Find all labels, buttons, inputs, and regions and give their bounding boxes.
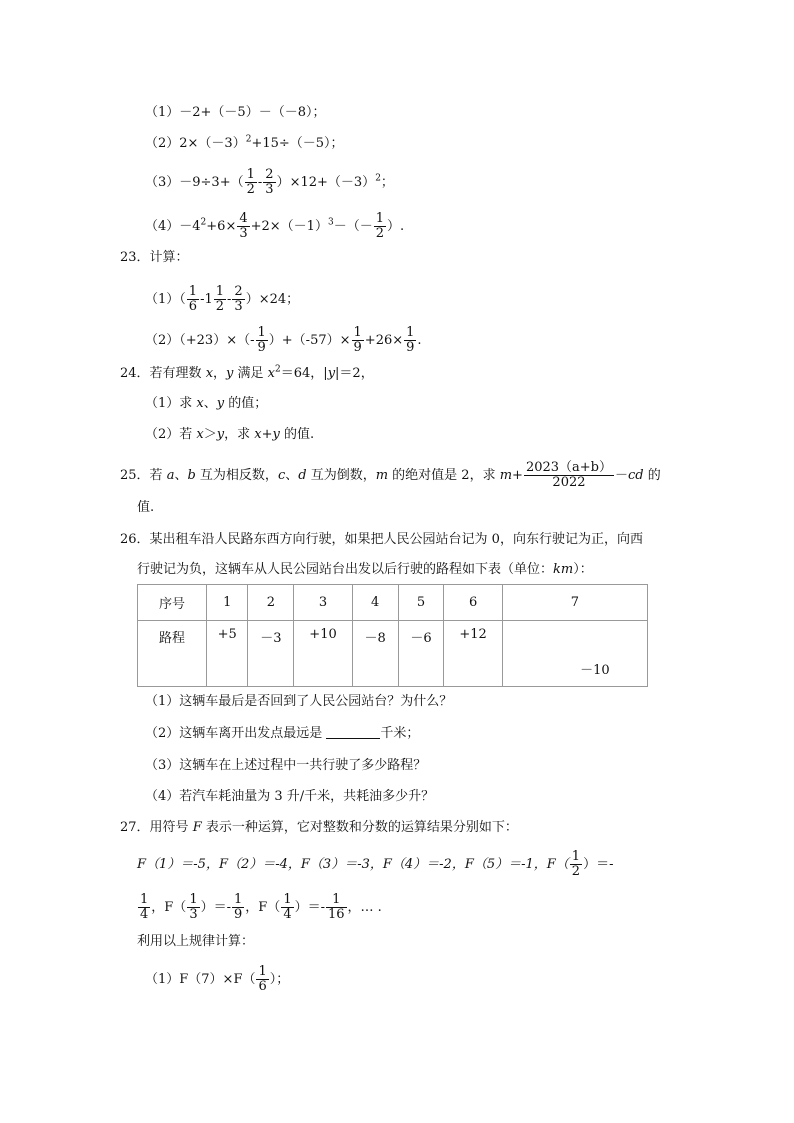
table-header-cell: 7 [502, 585, 647, 621]
q26-part3: （3）这辆车在上述过程中一共行驶了多少路程？ [145, 758, 427, 773]
fraction: $\frac{1}{9}$ [406, 325, 415, 355]
table-row [138, 621, 648, 687]
table-cell: +10 [294, 621, 352, 687]
table-header-cell: 2 [248, 585, 294, 621]
fraction: $\frac{2023(a+b)}{2022}$ [525, 460, 612, 490]
q27-part1: （1）F（7）×F（ $\frac{1}{6}$ ）； [145, 964, 290, 994]
fraction: $\frac{1}{3}$ [189, 892, 198, 922]
fraction: $\frac{1}{9}$ [353, 325, 362, 355]
table-cell: +5 [207, 621, 248, 687]
fraction: $\frac{1}{4}$ [283, 892, 292, 922]
table-cell: －3 [248, 621, 294, 687]
q27-line3: 利用以上规律计算： [137, 934, 255, 949]
q25-line1: 25．若 a、b 互为相反数，c、d 互为倒数，m 的绝对值是 2，求 m+ $\frac{2023(a+b)}{2022}$ －cd 的 [120, 460, 661, 490]
q22-part1: （1）－2+（－5）－（－8）； [145, 105, 326, 120]
q23-title: 23．计算： [120, 250, 189, 265]
fraction: $\frac{1}{9}$ [234, 892, 243, 922]
q22-part2: $(2)2\times(-3)^2+15\div(-5)$； [145, 134, 344, 151]
fraction: $\frac{1}{2}$ [215, 284, 225, 314]
answer-blank[interactable] [326, 724, 380, 739]
table-cell: －10 [502, 621, 647, 687]
table-header-cell: 4 [352, 585, 398, 621]
fraction: $\frac{1}{2}$ [375, 211, 384, 241]
table-row-label: 路程 [138, 621, 207, 687]
table-cell: －8 [352, 621, 398, 687]
table-header-cell: 5 [398, 585, 444, 621]
fraction: $\frac{1}{2}$ [571, 849, 581, 879]
fraction: $\frac{2}{3}$ [265, 167, 274, 197]
distance-table [137, 584, 648, 687]
table-header-cell: 3 [294, 585, 352, 621]
q27-line1: F（1）＝-5，F（2）＝-4，F（3）＝-3，F（4）＝-2，F（5）＝-1，F（ $\frac{1}{2}$ ）＝- [137, 849, 614, 879]
fraction: $\frac{1}{2}$ [246, 167, 255, 197]
fraction: $\frac{2}{3}$ [234, 284, 243, 314]
q27-title: 27．用符号 F 表示一种运算，它对整数和分数的运算结果分别如下： [120, 820, 518, 835]
q26-part2: （2）这辆车离开出发点最远是 千米； [145, 726, 420, 741]
table-header-label: 序号 [138, 585, 207, 621]
table-header-cell: 1 [207, 585, 248, 621]
q26-line2: 行驶记为负，这辆车从人民公园站台出发以后行驶的路程如下表（单位：km）： [137, 562, 593, 577]
fraction: $\frac{4}{3}$ [239, 211, 248, 241]
q22-part3: （3）－9÷3+（ $\frac{1}{2}$ - $\frac{2}{3}$ ）$\times 12+(-3)^2$； [145, 167, 394, 197]
q27-line2: $\frac{1}{4}$ ，F（ $\frac{1}{3}$ ）＝- $\frac{1}{9}$ ，F（ $\frac{1}{4}$ ）＝- $\frac{1}{16}$ ，… . [140, 892, 382, 922]
fraction: $\frac{1}{6}$ [258, 964, 267, 994]
q25-line2: 值. [137, 500, 155, 515]
q26-part1: （1）这辆车最后是否回到了人民公园站台？为什么？ [145, 694, 453, 709]
table-cell: －6 [398, 621, 444, 687]
table-header-cell: 6 [444, 585, 502, 621]
q24-part2: （2）若 x＞y，求 x+y 的值. [145, 427, 315, 442]
q26-part4: （4）若汽车耗油量为 3 升/千米，共耗油多少升？ [145, 789, 435, 804]
fraction: $\frac{1}{6}$ [188, 284, 198, 314]
q22-part4: $(4)-4^2+6\times$ $\frac{4}{3}$ $+2\times(-1)^3-(-$ $\frac{1}{2}$ ）. [145, 211, 405, 241]
fraction: $\frac{1}{9}$ [257, 325, 266, 355]
fraction: $\frac{1}{4}$ [140, 892, 149, 922]
table-cell: +12 [444, 621, 502, 687]
q24-title: 24．若有理数 x，y 满足 $x^2=64$，|y|＝2， [120, 364, 374, 381]
q23-part1: （1）（ $\frac{1}{6}$ -1 $\frac{1}{2}$ - $\frac{2}{3}$ ）×24； [145, 284, 300, 314]
fraction: $\frac{1}{16}$ [328, 892, 345, 922]
q24-part1: （1）求 x、y 的值； [145, 396, 268, 411]
q26-line1: 26．某出租车沿人民路东西方向行驶，如果把人民公园站台记为 0，向东行驶记为正，向西 [120, 532, 643, 547]
q23-part2: （2）（+23）×（- $\frac{1}{9}$ ）+（-57）× $\frac{1}{9}$ +26× $\frac{1}{9}$ . [145, 325, 422, 355]
table-header-row [138, 585, 648, 621]
